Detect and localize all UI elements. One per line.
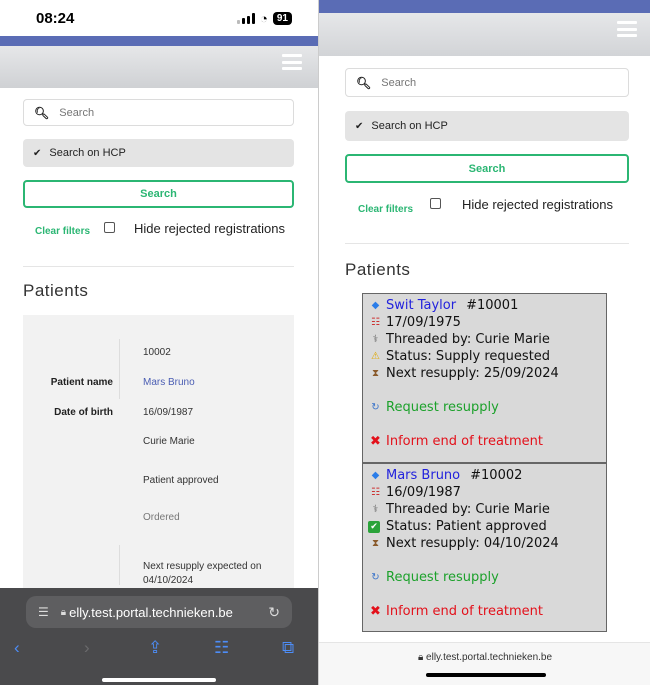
order-status-value: Ordered [143, 512, 180, 523]
right-phone-screen [318, 0, 650, 685]
left-phone-screen [0, 0, 318, 685]
forward-icon[interactable]: › [84, 638, 90, 657]
hamburger-menu-icon[interactable] [282, 54, 302, 70]
stethoscope-icon: ⚕ [372, 334, 379, 345]
calendar-icon: ☷ [371, 317, 380, 328]
bookmarks-icon[interactable]: ☷ [214, 638, 230, 657]
hcp-value: Curie Marie [143, 436, 195, 447]
search-field[interactable] [345, 68, 629, 97]
tab-settings-icon[interactable]: ☰ [38, 605, 49, 619]
inform-end-treatment-link[interactable]: Inform end of treatment [386, 604, 544, 619]
threaded-by: Threaded by: Curie Marie [386, 502, 550, 517]
diamond-icon: ◆ [371, 470, 380, 481]
hourglass-icon: ⧗ [371, 538, 380, 549]
patient-entry [362, 293, 607, 463]
patient-status: Status: Patient approved [386, 519, 547, 534]
hide-rejected-checkbox[interactable] [430, 198, 441, 209]
wifi-icon: ◔ [260, 11, 268, 26]
nav-header [319, 13, 650, 56]
signal-icon [237, 13, 255, 24]
footer-url[interactable]: 🔒︎ elly.test.portal.technieken.be [417, 652, 553, 663]
back-icon[interactable]: ‹ [14, 638, 20, 657]
refresh-icon: ↻ [371, 402, 380, 413]
lock-icon: 🔒︎ [417, 652, 427, 663]
threaded-by: Threaded by: Curie Marie [386, 332, 550, 347]
next-resupply: Next resupply: 04/10/2024 [386, 536, 559, 551]
calendar-icon: ☷ [371, 487, 380, 498]
tabs-icon[interactable]: ⧉ [282, 638, 295, 657]
clear-filters-link[interactable]: Clear filters [358, 204, 414, 215]
hamburger-menu-icon[interactable] [617, 21, 637, 37]
patient-dob: 16/09/1987 [386, 485, 461, 500]
patient-name-link[interactable]: Mars Bruno [386, 468, 461, 483]
patient-dob: 17/09/1975 [386, 315, 461, 330]
record-id: 10002 [143, 347, 171, 358]
status-value: Patient approved [143, 475, 219, 486]
browser-toolbar [0, 588, 318, 685]
refresh-icon: ↻ [371, 572, 380, 583]
chevron-down-icon: ✔︎ [33, 147, 42, 159]
patient-number: #10002 [470, 468, 523, 483]
cross-icon: ✖ [370, 434, 381, 449]
cross-icon: ✖ [370, 604, 381, 619]
nav-header [0, 46, 318, 88]
divider [345, 243, 629, 244]
request-resupply-link[interactable]: Request resupply [386, 400, 499, 415]
battery-icon: 91 [273, 12, 292, 25]
patient-record-card [23, 315, 294, 605]
hide-rejected-checkbox[interactable] [104, 222, 115, 233]
patient-status: Status: Supply requested [386, 349, 551, 364]
lock-icon: 🔒︎ [60, 606, 67, 618]
search-button[interactable]: Search [23, 180, 294, 208]
dob-label: Date of birth [54, 407, 113, 418]
search-on-hcp-toggle[interactable] [345, 111, 629, 141]
request-resupply-link[interactable]: Request resupply [386, 570, 499, 585]
chevron-down-icon: ✔︎ [355, 120, 364, 132]
home-indicator [426, 673, 546, 677]
next-resupply-value: Next resupply expected on 04/10/2024 [143, 561, 262, 586]
patients-heading: Patients [23, 281, 89, 300]
check-icon: ✔ [368, 521, 380, 533]
reload-icon[interactable]: ↻ [268, 603, 280, 620]
search-on-hcp-toggle[interactable] [23, 139, 294, 167]
clear-filters-link[interactable]: Clear filters [35, 226, 91, 237]
patient-name-label: Patient name [50, 377, 113, 388]
diamond-icon: ◆ [371, 300, 380, 311]
search-icon: 🔍︎ [34, 105, 50, 120]
patient-name-link[interactable]: Swit Taylor [386, 298, 457, 313]
top-accent-bar [319, 0, 650, 13]
patient-number: #10001 [466, 298, 519, 313]
hourglass-icon: ⧗ [371, 368, 380, 379]
next-resupply: Next resupply: 25/09/2024 [386, 366, 559, 381]
dob-value: 16/09/1987 [143, 407, 194, 418]
url-bar[interactable] [26, 596, 292, 628]
search-icon: 🔍︎ [356, 75, 372, 90]
share-icon[interactable]: ⇪ [148, 638, 163, 657]
home-indicator [102, 678, 216, 682]
hide-rejected-label: Hide rejected registrations [134, 221, 286, 236]
status-time: 08:24 [36, 10, 75, 27]
patients-heading: Patients [345, 260, 411, 279]
hide-rejected-label: Hide rejected registrations [462, 197, 614, 212]
top-accent-bar [0, 36, 318, 46]
warning-icon: ⚠ [371, 351, 380, 362]
patient-entry [362, 463, 607, 632]
browser-footer [319, 642, 650, 685]
status-bar [0, 0, 318, 36]
stethoscope-icon: ⚕ [372, 504, 379, 515]
patient-name-link[interactable]: Mars Bruno [143, 377, 195, 388]
search-input[interactable] [59, 107, 247, 119]
search-input[interactable] [381, 77, 578, 89]
search-button[interactable]: Search [345, 154, 629, 183]
hcp-label: Search on HCP [371, 120, 448, 132]
divider [23, 266, 294, 267]
hcp-label: Search on HCP [49, 147, 126, 159]
url-text: elly.test.portal.technieken.be [69, 604, 233, 620]
search-field[interactable] [23, 99, 294, 126]
inform-end-treatment-link[interactable]: Inform end of treatment [386, 434, 544, 449]
